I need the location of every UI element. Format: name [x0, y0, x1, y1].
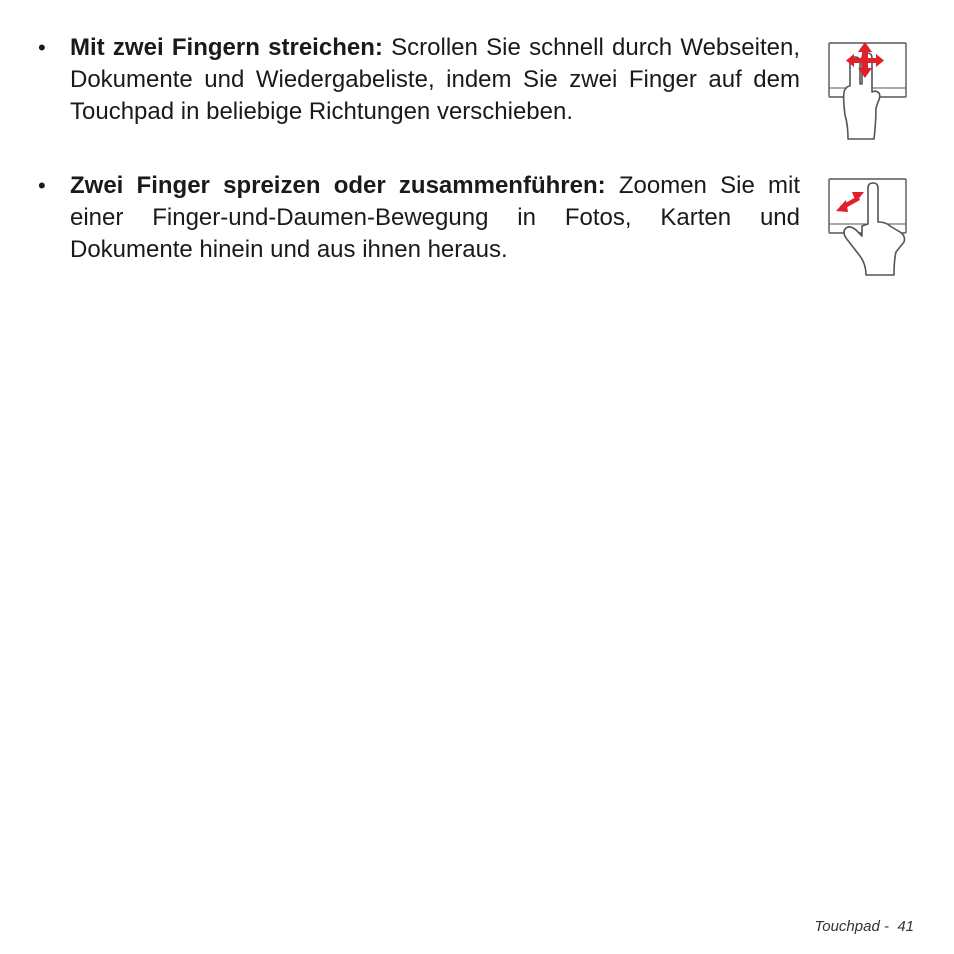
bullet-body: Scrollen Sie schnell durch Webseiten, Dokumente und Wiedergabeliste, indem Sie zwei Finger auf dem Touchpad in beliebige Richtungen verschieben. [70, 34, 800, 125]
bullet-heading: Zwei Finger spreizen oder zusammenführen: [70, 172, 606, 199]
page-footer [814, 918, 914, 935]
footer-section: Touchpad - [814, 918, 889, 935]
bullet-text [70, 170, 800, 266]
bullet-marker: • [38, 173, 46, 198]
pinch-zoom-icon [826, 176, 908, 276]
page-number: 41 [897, 918, 914, 935]
bullet-text [70, 32, 800, 128]
bullet-marker: • [38, 35, 46, 60]
two-finger-scroll-icon [826, 40, 908, 140]
bullet-heading: Mit zwei Fingern streichen: [70, 34, 383, 61]
bullet-body: Zoomen Sie mit einer Finger-und-Daumen-Bewegung in Fotos, Karten und Dokumente hinein und aus ihnen heraus. [70, 172, 800, 263]
